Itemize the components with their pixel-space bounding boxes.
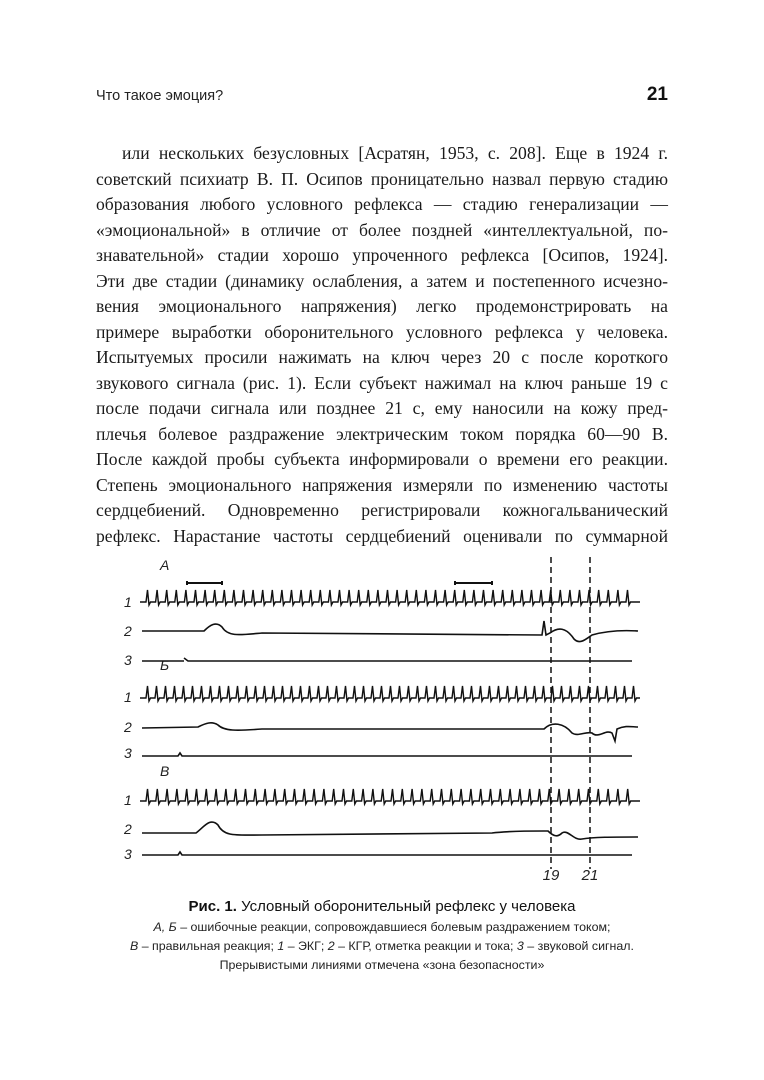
trace-number: 2	[124, 719, 132, 735]
caption-line-1	[96, 918, 668, 937]
body-line: после подачи сигнала или позднее 21 с, ему наносили на кожу пред-	[96, 398, 668, 418]
trace-number: 1	[124, 792, 132, 808]
caption-text: – звуковой сигнал.	[523, 939, 634, 953]
body-line: Испытуемых просили нажимать на ключ через 20 с после короткого	[96, 347, 668, 367]
body-line: образования любого условного рефлекса — стадию генерализации —	[96, 194, 668, 214]
caption-text: – правильная реакция;	[138, 939, 278, 953]
figure-recording	[112, 555, 652, 885]
panel-label-a: А	[160, 557, 170, 573]
body-line: плечья болевое раздражение электрическим током порядка 60—90 В.	[96, 423, 668, 444]
recording-chart	[112, 555, 652, 885]
caption-text: – ошибочные реакции, сопровождавшиеся болевым раздражением током;	[176, 920, 611, 934]
panel-label-v: В	[160, 763, 170, 779]
caption-line-2	[96, 937, 668, 956]
gsr-trace-b	[142, 723, 638, 741]
time-marker-21: 21	[581, 867, 599, 884]
caption-text: – КГР, отметка реакции и тока;	[334, 939, 517, 953]
trace-number: 1	[124, 594, 132, 610]
caption-italic: 2	[327, 939, 335, 953]
gsr-trace-a	[142, 621, 638, 642]
body-line: знавательной» стадии хорошо упроченного рефлекса [Осипов, 1924].	[96, 245, 668, 265]
body-line: или нескольких безусловных [Асратян, 1953, с. 208]. Еще в 1924 г.	[122, 143, 668, 163]
caption-title	[96, 896, 668, 918]
figure-caption	[96, 896, 668, 975]
caption-italic: А, Б	[153, 920, 177, 934]
stimulus-bar	[187, 581, 222, 585]
body-line: звукового сигнала (рис. 1). Если субъект нажимал на ключ раньше 19 с	[96, 372, 668, 393]
ecg-trace-a	[140, 590, 640, 605]
caption-italic: В	[130, 939, 139, 953]
ecg-trace-v	[140, 789, 640, 804]
sound-trace-b	[142, 753, 632, 756]
gsr-trace-v	[142, 822, 638, 839]
page-number: 21	[646, 84, 668, 105]
body-line: вения эмоционального напряжения) легко продемонстрировать на	[96, 296, 668, 316]
body-line: Степень эмоционального напряжения измеряли по изменению частоты	[96, 474, 668, 495]
sound-trace-a	[142, 658, 632, 661]
caption-label: Рис. 1.	[188, 898, 237, 915]
trace-number: 3	[124, 652, 132, 668]
trace-number: 2	[124, 821, 132, 837]
stimulus-bar	[455, 581, 492, 585]
body-line: примере выработки оборонительного условного рефлекса у человека.	[96, 321, 668, 342]
panel-label-b: Б	[160, 657, 170, 673]
header-title: Что такое эмоция?	[96, 88, 224, 104]
ecg-trace-b	[140, 686, 640, 701]
body-line: советский психиатр В. П. Осипов проницательно назвал первую стадию	[96, 168, 668, 189]
caption-italic: 3	[516, 939, 524, 953]
trace-number: 2	[124, 623, 132, 639]
body-line: рефлекс. Нарастание частоты сердцебиений оценивали по суммарной	[96, 525, 668, 546]
caption-title-text: Условный оборонительный рефлекс у человека	[236, 898, 576, 915]
body-line: «эмоциональной» в отличие от более поздней «интеллектуальной, по-	[96, 219, 668, 240]
trace-number: 1	[124, 689, 132, 705]
trace-number: 3	[124, 745, 132, 761]
running-header	[96, 84, 668, 108]
trace-number: 3	[124, 846, 132, 862]
caption-line-3: Прерывистыми линиями отмечена «зона безопасности»	[219, 958, 545, 972]
time-marker-19: 19	[542, 867, 560, 884]
body-line: Эти две стадии (динамику ослабления, а затем и постепенного исчезно-	[96, 270, 668, 291]
sound-trace-v	[142, 852, 632, 855]
body-text	[96, 141, 668, 549]
caption-italic: 1	[277, 939, 285, 953]
caption-text: – ЭКГ;	[284, 939, 328, 953]
body-line: сердцебиений. Одновременно регистрировали кожногальванический	[96, 500, 668, 520]
body-line: После каждой пробы субъекта информировали о времени его реакции.	[96, 449, 668, 469]
